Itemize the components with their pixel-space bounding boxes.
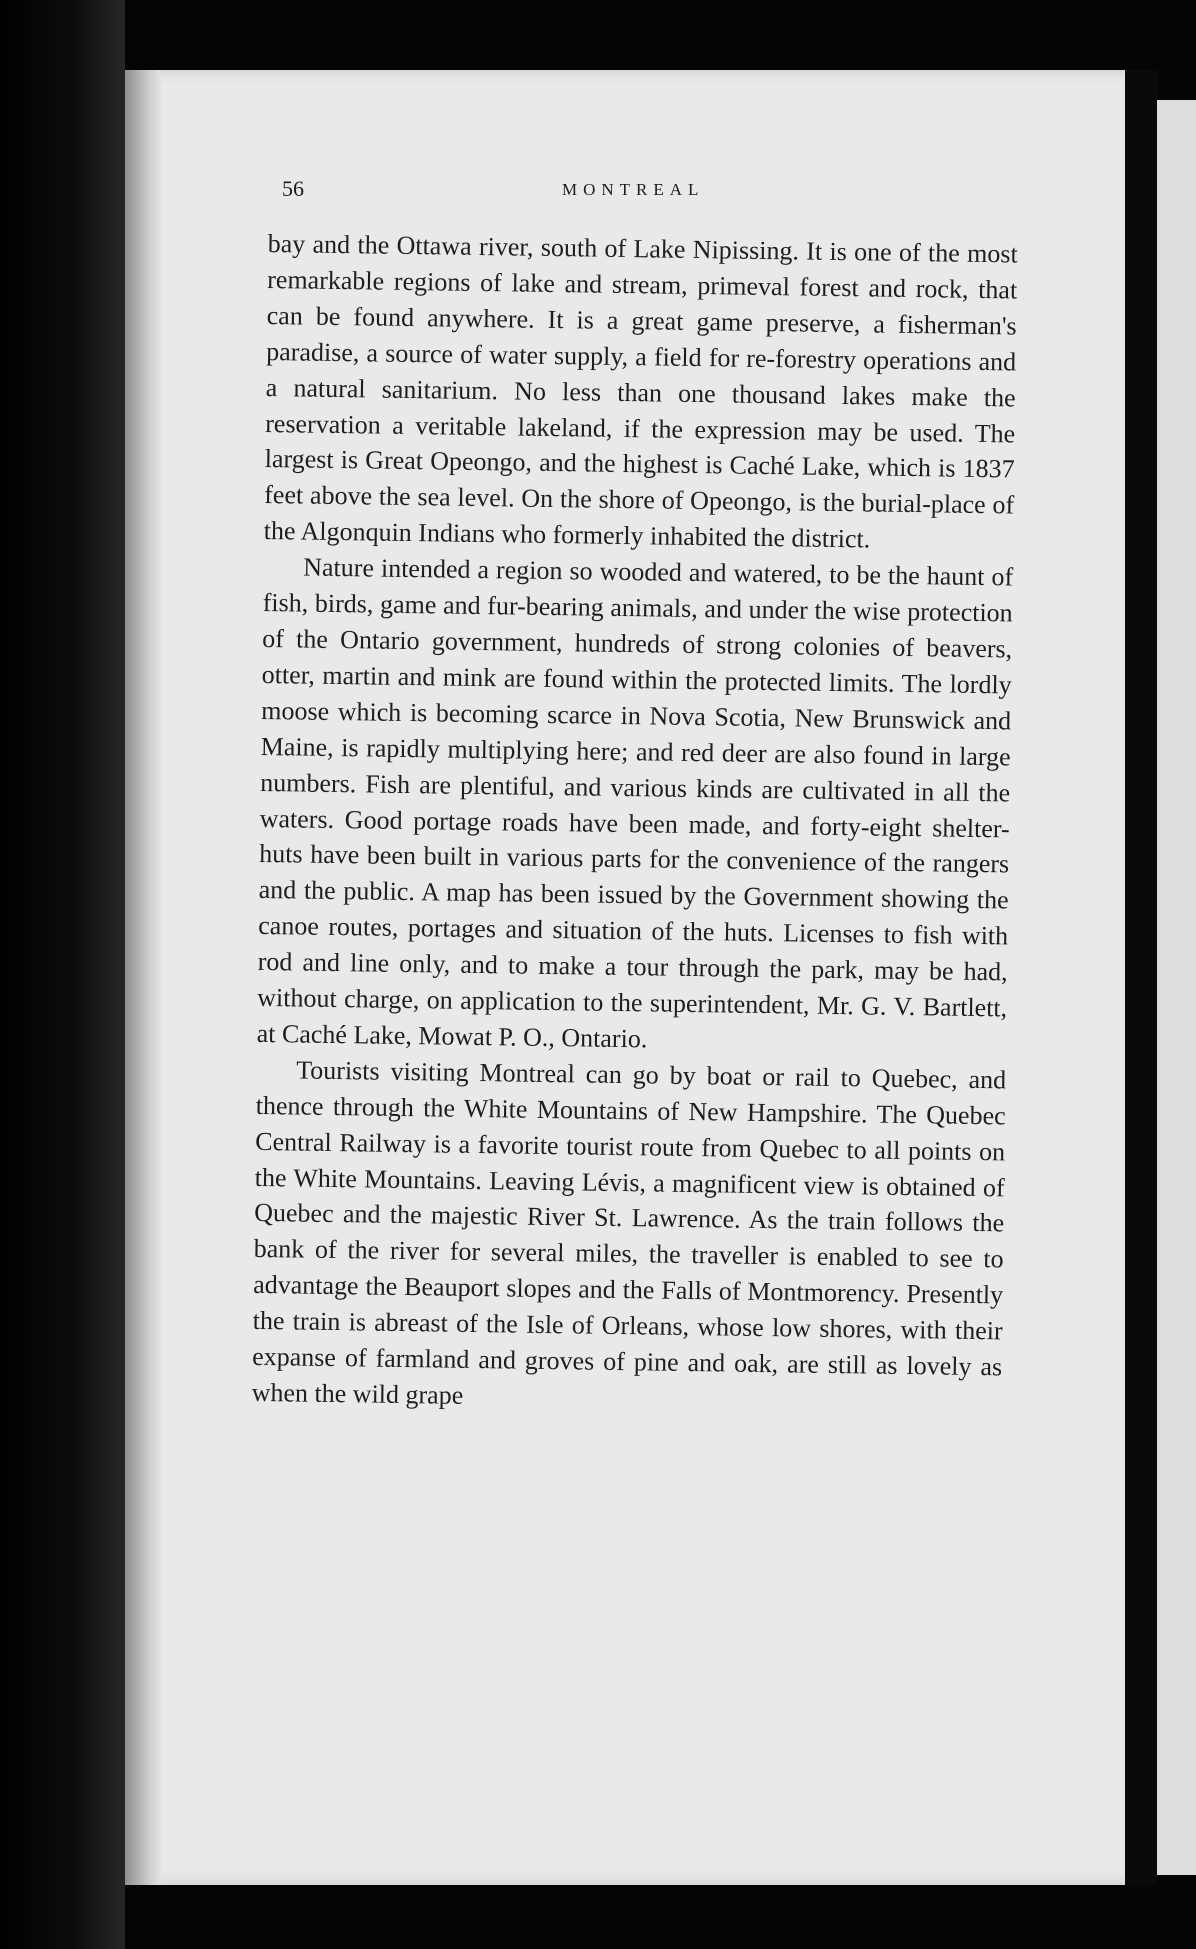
facing-page-edge <box>1157 100 1196 1875</box>
page-number: 56 <box>282 176 304 201</box>
page-header <box>282 176 1022 206</box>
page-gutter <box>125 70 161 1885</box>
book-spine-shadow <box>0 0 125 1949</box>
running-head: MONTREAL <box>562 180 705 199</box>
paragraph-tourists: Tourists visiting Montreal can go by boat or rail to Quebec, and thence through the White Mountains of New Hampshire. The Quebec Central Railway is a favorite tourist route from Quebec to all points on the White Mountains. Leaving Lévis, a magnificent view is obtained of Quebec and the majestic River St. Lawrence. As the train follows the bank of the river for several miles, the traveller is enabled to see to advantage the Beauport slopes and the Falls of Montmorency. Presently the train is abreast of the Isle of Orleans, whose low shores, with their expanse of farmland and groves of pine and oak, are still as lovely as when the wild grape <box>251 1055 1007 1410</box>
paragraph-nature: Nature intended a region so wooded and watered, to be the haunt of fish, birds, game and fur-bearing animals, and under the wise protection of the Ontario government, hundreds of strong colonies of beavers, otter, martin and mink are found within the protected limits. The lordly moose which is becoming scarce in Nova Scotia, New Brunswick and Maine, is rapidly multiplying here; and red deer are also found in large numbers. Fish are plentiful, and various kinds are cultivated in all the waters. Good portage roads have been made, and forty-eight shelter-huts have been built in various parts for the convenience of the rangers and the public. A map has been issued by the Government showing the canoe routes, portages and situation of the huts. Licenses to fish with rod and line only, and to make a tour through the park, may be had, without charge, on application to the superintendent, Mr. G. V. Bartlett, at Caché Lake, Mowat P. O., Ontario. <box>256 552 1014 1054</box>
page-divider <box>1125 70 1157 1885</box>
body-text <box>251 226 1017 1421</box>
paragraph-continued: bay and the Ottawa river, south of Lake Nipissing. It is one of the most remarkable regions of lake and stream, primeval forest and rock, that can be found anywhere. It is a great game preserve, a fisherman's paradise, a source of water supply, a field for re-forestry operations and a natural sanitarium. No less than one thousand lakes make the reservation a veritable lakeland, if the expression may be used. The largest is Great Opeongo, and the highest is Caché Lake, which is 1837 feet above the sea level. On the shore of Opeongo, is the burial-place of the Algonquin Indians who formerly inhabited the district. <box>263 228 1018 554</box>
